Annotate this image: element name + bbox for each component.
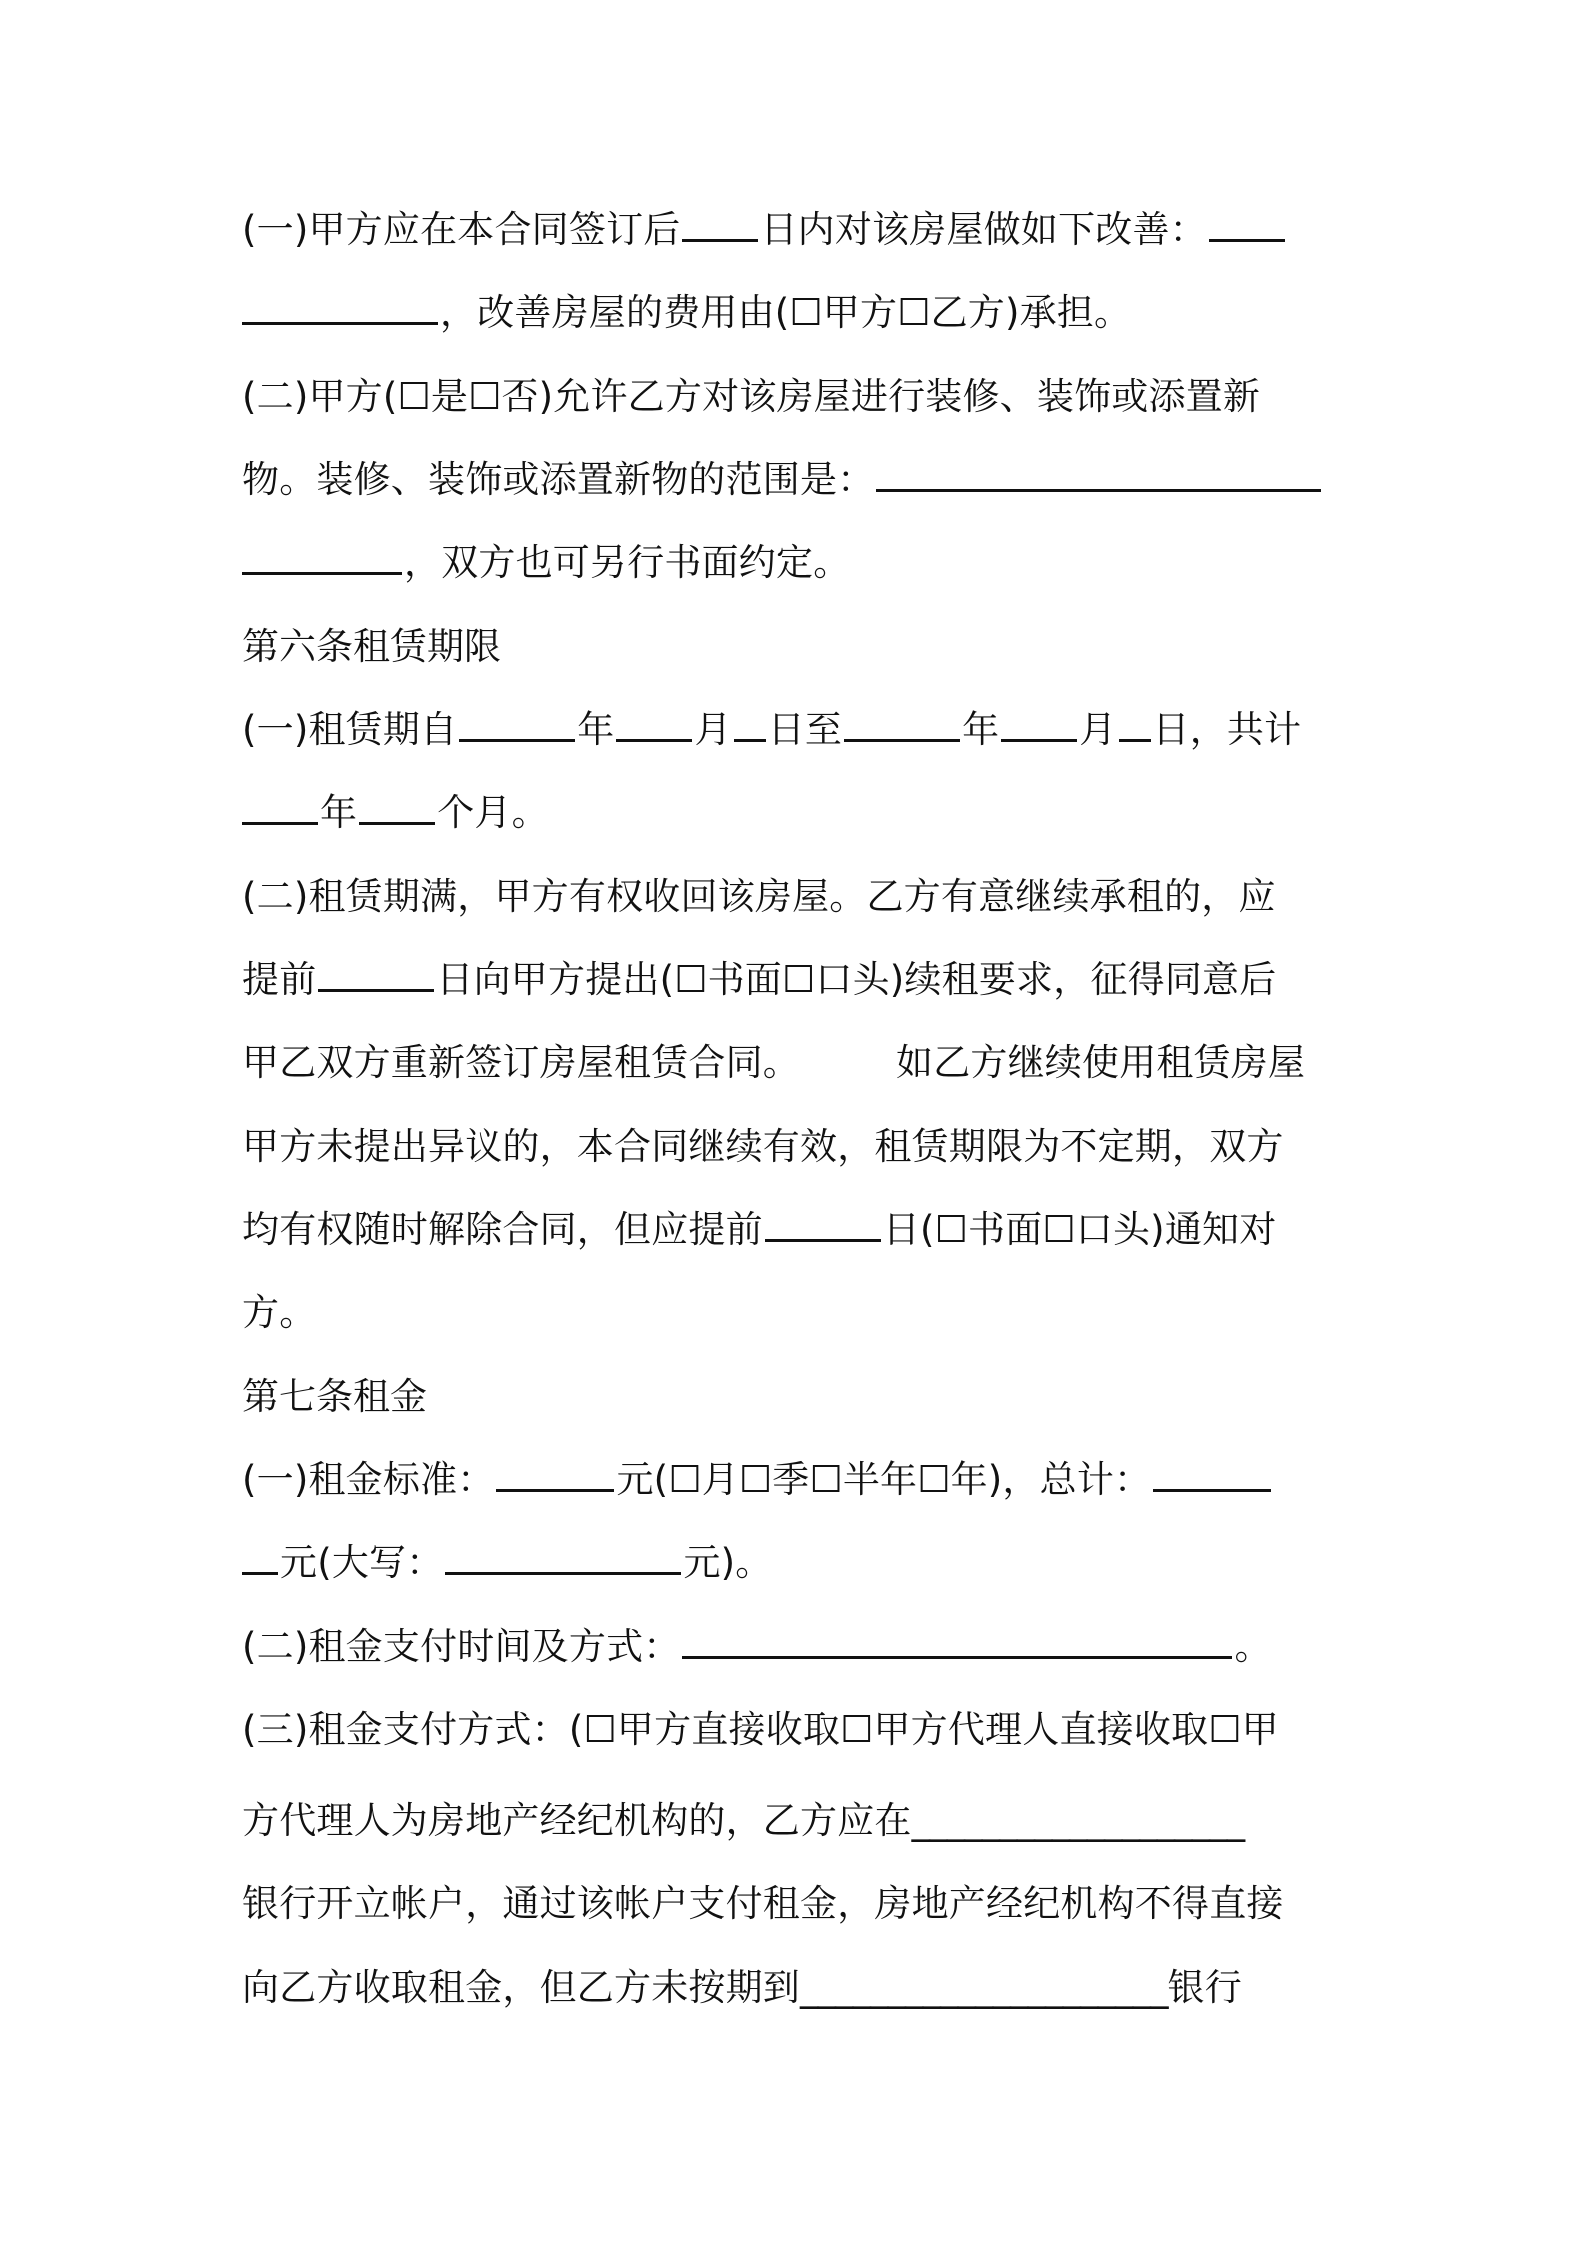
text-segment: 日(☐书面☐口头)通知对 bbox=[882, 1208, 1277, 1251]
blank-start-month[interactable] bbox=[616, 709, 692, 742]
text-segment: 方。 bbox=[242, 1291, 317, 1334]
renewal-line-3 bbox=[242, 1033, 1357, 1093]
renewal-line-4 bbox=[242, 1117, 1357, 1177]
text-segment: 日内对该房屋做如下改善： bbox=[760, 208, 1207, 251]
blank-rent-amount[interactable] bbox=[496, 1459, 614, 1492]
article-7-heading: 第七条租金 bbox=[242, 1375, 427, 1418]
text-segment: (一)租金标准： bbox=[242, 1458, 495, 1501]
lease-term-line-1 bbox=[242, 700, 1357, 760]
blank-rent-total[interactable] bbox=[1153, 1459, 1271, 1492]
lease-term-line-2 bbox=[242, 783, 1357, 843]
blank-notice-days[interactable] bbox=[765, 1209, 881, 1242]
blank-start-day[interactable] bbox=[734, 709, 766, 742]
text-segment: ，双方也可另行书面约定。 bbox=[404, 541, 851, 584]
blank-bank-name[interactable]: ___________________ bbox=[911, 1799, 1245, 1842]
text-segment: (二)租赁期满，甲方有权收回该房屋。乙方有意继续承租的，应 bbox=[242, 875, 1276, 918]
text-segment: 月 bbox=[1079, 708, 1117, 751]
text-segment: (二)租金支付时间及方式： bbox=[242, 1625, 681, 1668]
renewal-line-2 bbox=[242, 950, 1357, 1010]
blank-end-year[interactable] bbox=[844, 709, 960, 742]
blank-start-year[interactable] bbox=[459, 709, 575, 742]
rent-standard-line-2 bbox=[242, 1533, 1357, 1593]
blank-rent-total-cont[interactable] bbox=[242, 1542, 278, 1575]
text-segment: 月 bbox=[694, 708, 732, 751]
text-segment: 银行 bbox=[1167, 1966, 1242, 2009]
blank-rent-uppercase[interactable] bbox=[445, 1542, 681, 1575]
rent-payment-time-line bbox=[242, 1617, 1357, 1677]
renewal-line-1 bbox=[242, 867, 1357, 927]
rent-standard-line-1 bbox=[242, 1450, 1357, 1510]
rent-payment-method-line-3 bbox=[242, 1874, 1357, 1934]
blank-payment-time[interactable] bbox=[682, 1626, 1232, 1659]
text-segment: 银行开立帐户，通过该帐户支付租金，房地产经纪机构不得直接 bbox=[242, 1882, 1284, 1925]
text-segment: 方代理人为房地产经纪机构的，乙方应在 bbox=[242, 1799, 912, 1842]
clause-2-line-1 bbox=[242, 367, 1357, 427]
blank-improvement-cont[interactable] bbox=[242, 292, 438, 325]
blank-renewal-days[interactable] bbox=[318, 959, 434, 992]
clause-2-line-3 bbox=[242, 533, 1357, 593]
text-segment: 元(☐月☐季☐半年☐年)，总计： bbox=[616, 1458, 1152, 1501]
text-segment: 日，共计 bbox=[1152, 708, 1302, 751]
blank-total-months[interactable] bbox=[359, 792, 435, 825]
text-segment: 均有权随时解除合同，但应提前 bbox=[242, 1208, 763, 1251]
text-segment: 日向甲方提出(☐书面☐口头)续租要求，征得同意后 bbox=[436, 958, 1277, 1001]
text-segment: (三)租金支付方式：(☐甲方直接收取☐甲方代理人直接收取☐甲 bbox=[242, 1708, 1279, 1751]
blank-days[interactable] bbox=[682, 209, 758, 242]
text-segment: 元(大写： bbox=[280, 1541, 444, 1584]
rent-payment-method-line-1 bbox=[242, 1700, 1357, 1760]
blank-bank-name-2[interactable]: _____________________ bbox=[800, 1966, 1168, 2009]
text-segment: 。 bbox=[1234, 1625, 1272, 1668]
text-segment: 个月。 bbox=[437, 791, 549, 834]
article-6-heading: 第六条租赁期限 bbox=[242, 625, 501, 668]
text-segment: (一)租赁期自 bbox=[242, 708, 458, 751]
text-segment: (二)甲方(☐是☐否)允许乙方对该房屋进行装修、装饰或添置新 bbox=[242, 375, 1261, 418]
blank-decoration-scope[interactable] bbox=[876, 459, 1321, 492]
clause-1-line-1 bbox=[242, 200, 1357, 260]
blank-end-month[interactable] bbox=[1001, 709, 1077, 742]
text-segment: 甲方未提出异议的，本合同继续有效，租赁期限为不定期，双方 bbox=[242, 1125, 1284, 1168]
blank-total-years[interactable] bbox=[242, 792, 318, 825]
clause-2-line-2 bbox=[242, 450, 1357, 510]
text-segment: 年 bbox=[577, 708, 615, 751]
blank-decoration-scope-cont[interactable] bbox=[242, 542, 402, 575]
blank-end-day[interactable] bbox=[1119, 709, 1151, 742]
text-segment: 向乙方收取租金，但乙方未按期到 bbox=[242, 1966, 800, 2009]
text-segment: 物。装修、装饰或添置新物的范围是： bbox=[242, 458, 875, 501]
rent-payment-method-line-2 bbox=[242, 1791, 1357, 1851]
text-segment: 如乙方继续使用租赁房屋 bbox=[896, 1041, 1306, 1084]
text-segment: 提前 bbox=[242, 958, 317, 1001]
renewal-line-6 bbox=[242, 1283, 1357, 1343]
renewal-line-5 bbox=[242, 1200, 1357, 1260]
text-segment: 日至 bbox=[767, 708, 843, 751]
text-segment: 元)。 bbox=[683, 1541, 773, 1584]
text-segment: 年 bbox=[962, 708, 1000, 751]
text-segment: 甲乙双方重新签订房屋租赁合同。 bbox=[242, 1041, 800, 1084]
text-segment: 年 bbox=[320, 791, 358, 834]
text-segment: (一)甲方应在本合同签订后 bbox=[242, 208, 681, 251]
blank-improvement[interactable] bbox=[1209, 209, 1285, 242]
clause-1-line-2 bbox=[242, 283, 1357, 343]
rent-payment-method-line-4 bbox=[242, 1958, 1357, 2018]
text-segment: ，改善房屋的费用由(☐甲方☐乙方)承担。 bbox=[440, 291, 1132, 334]
